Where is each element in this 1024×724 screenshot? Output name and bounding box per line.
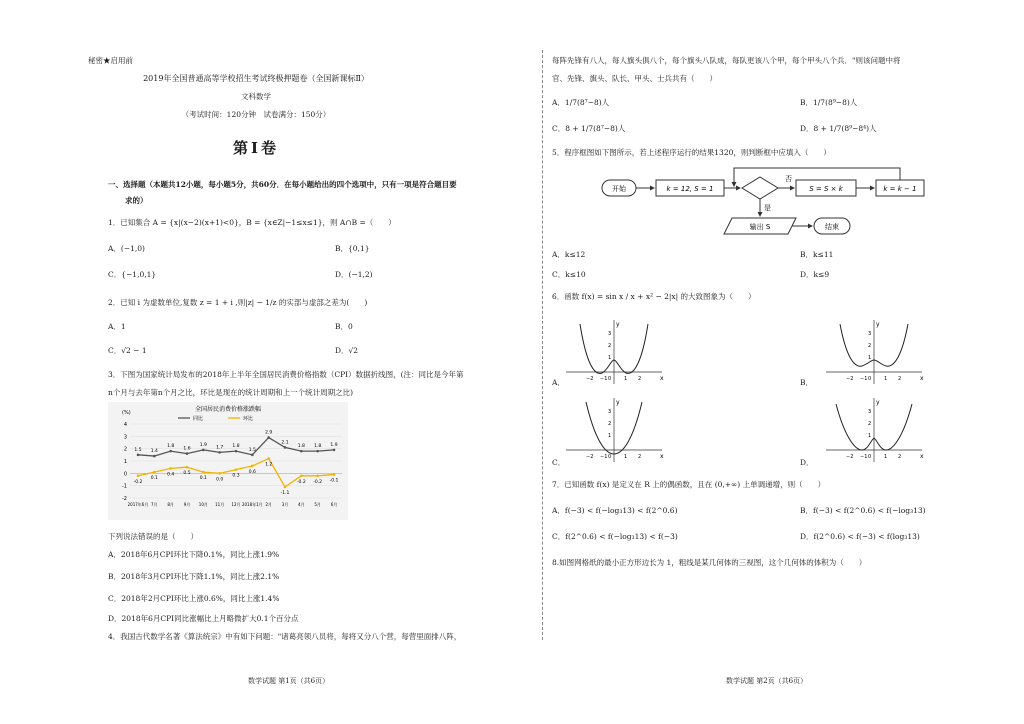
- data-point: [202, 471, 205, 474]
- legend-label: 同比: [193, 416, 204, 422]
- svg-text:0: 0: [608, 454, 612, 460]
- q7-option-b: B．f(−3) < f(2^0.6) < f(−log₃13): [800, 506, 926, 515]
- question-5: 5．程序框图如下图所示，若上述程序运行的结果1320，则判断框中应填入（ ）: [552, 148, 831, 157]
- data-label: 1.8: [297, 444, 305, 450]
- data-label: -0.2: [296, 479, 306, 485]
- right-footer: 数学试题 第2页（共6页）: [726, 677, 808, 685]
- flow-dec-label: k = k − 1: [883, 185, 917, 193]
- data-label: -0.1: [329, 478, 339, 484]
- svg-text:y: y: [876, 321, 880, 328]
- svg-text:3: 3: [868, 409, 872, 415]
- q4-option-a: A．1/7(8⁷−8)人: [552, 98, 610, 107]
- svg-text:x: x: [660, 375, 664, 382]
- svg-text:−1: −1: [600, 454, 608, 460]
- data-label: 2.9: [265, 430, 273, 436]
- svg-text:x: x: [920, 375, 924, 382]
- data-point: [267, 436, 270, 439]
- data-point: [333, 449, 336, 452]
- x-tick-label: 5月: [314, 502, 321, 507]
- section-header-line1: 一、选择题（本题共12小题，每小题5分，共60分．在每小题给出的四个选项中，只有一项是符合题目要: [108, 180, 457, 189]
- x-tick-label: 4月: [298, 502, 305, 507]
- flow-output-label: 输出 S: [749, 223, 771, 231]
- data-label: 0.5: [183, 471, 191, 477]
- y-tick-label: 1: [123, 459, 127, 465]
- q2-option-b: B．0: [335, 322, 353, 331]
- data-label: -0.2: [133, 479, 143, 485]
- svg-text:1: 1: [868, 355, 872, 361]
- question-8: 8.如图网格纸的最小正方形边长为 1，粗线是某几何体的三视图，这个几何体的体积为（ ）: [552, 558, 867, 567]
- exam-subject: 文科数学: [241, 92, 271, 101]
- x-tick-label: 2018年1月: [241, 502, 263, 507]
- q1-option-a: A．(−1,0): [108, 244, 145, 253]
- flow-decision-node: [742, 177, 778, 199]
- flow-yes-label: 是: [764, 204, 771, 212]
- flow-start-label: 开始: [612, 185, 626, 193]
- data-point: [153, 455, 156, 458]
- data-label: 1.9: [199, 442, 207, 448]
- x-tick-label: 3月: [281, 502, 289, 507]
- data-label: -1.1: [280, 490, 290, 496]
- q3-prompt: 下列说法错误的是（ ）: [108, 532, 198, 541]
- svg-text:−1: −1: [860, 376, 868, 382]
- q7-option-a: A．f(−3) < f(−log₃13) < f(2^0.6): [552, 506, 678, 515]
- q5-option-b: B．k≤11: [800, 250, 834, 259]
- data-point: [186, 466, 189, 469]
- svg-text:1: 1: [608, 433, 612, 439]
- svg-text:1: 1: [608, 355, 612, 361]
- data-point: [316, 475, 319, 478]
- data-label: 0.0: [216, 477, 224, 483]
- question-6: 6．函数 f(x) = sin x / x + x² − 2|x| 的大致图象为（ ）: [552, 292, 756, 301]
- svg-text:3: 3: [608, 409, 612, 415]
- section-header-line2: 求的）: [125, 196, 148, 205]
- flow-no-label: 否: [785, 175, 792, 183]
- svg-text:1: 1: [884, 376, 888, 382]
- volume-heading: 第Ⅰ卷: [232, 139, 280, 157]
- right-page: [512, 0, 1024, 724]
- q5-option-d: D．k≤9: [800, 270, 830, 279]
- chart-title: 全国居民消费价格涨跌幅: [194, 406, 262, 413]
- question-4-line1: 4．我国古代数学名著《算法统宗》中有如下问题："诸葛亮领八员将，每将又分八个营，每营里面排八阵，: [108, 632, 462, 641]
- data-label: 1.9: [330, 442, 338, 448]
- x-tick-label: 9月: [183, 502, 191, 507]
- cpi-line-chart: [108, 402, 348, 520]
- q1-option-b: B．{0,1}: [335, 244, 370, 253]
- data-label: 2.1: [281, 440, 289, 446]
- svg-text:1: 1: [624, 454, 628, 460]
- svg-text:−2: −2: [586, 454, 594, 460]
- left-footer: 数学试题 第1页（共6页）: [248, 677, 330, 685]
- x-tick-label: 2017年6月: [127, 502, 149, 507]
- legend-label: 环比: [243, 416, 254, 422]
- data-label: 0.3: [232, 473, 240, 479]
- q6-graph-c: [562, 394, 666, 464]
- q6-graph-a: [562, 316, 666, 386]
- q5-option-a: A．k≤12: [552, 250, 586, 259]
- svg-text:−1: −1: [860, 454, 868, 460]
- data-point: [333, 473, 336, 476]
- svg-text:y: y: [616, 321, 620, 328]
- data-point: [235, 468, 238, 471]
- q4-option-d: D．8 + 1/7(8⁹−8⁴)人: [800, 124, 877, 133]
- data-point: [137, 454, 140, 457]
- q2-option-a: A．1: [108, 322, 126, 331]
- data-label: 1.6: [183, 446, 191, 452]
- svg-text:1: 1: [624, 376, 628, 382]
- flow-init-label: k = 12, S = 1: [666, 185, 714, 193]
- svg-text:2: 2: [868, 421, 872, 427]
- x-tick-label: 7月: [151, 502, 158, 507]
- data-point: [169, 467, 172, 470]
- svg-text:y: y: [876, 399, 880, 406]
- svg-text:2: 2: [868, 343, 872, 349]
- y-tick-label: 0: [123, 471, 127, 478]
- flowchart: [594, 164, 944, 244]
- data-point: [235, 450, 238, 453]
- q6-option-d: D．: [800, 458, 814, 467]
- y-tick-label: 2: [123, 446, 127, 453]
- data-point: [218, 472, 221, 475]
- data-label: 1.7: [216, 445, 224, 451]
- exam-info: （考试时间：120分钟 试卷满分：150分）: [181, 110, 331, 119]
- exam-title: 2019年全国普通高等学校招生考试终极押题卷（全国新课标Ⅱ）: [143, 74, 369, 83]
- svg-text:0: 0: [868, 454, 872, 460]
- x-tick-label: 6月: [330, 502, 338, 507]
- question-3-line1: 3．下图为国家统计局发布的2018年上半年全国居民消费价格指数（CPI）数据折线图，(注：同比是今年第: [108, 370, 464, 379]
- svg-text:2: 2: [898, 454, 902, 460]
- data-point: [300, 475, 303, 478]
- svg-text:−2: −2: [846, 454, 854, 460]
- chart-ylabel: (%): [122, 410, 131, 416]
- q3-option-c: C．2018年2月CPI环比上涨0.6%，同比上涨1.4%: [108, 594, 280, 603]
- data-point: [251, 454, 254, 457]
- svg-text:−2: −2: [586, 376, 594, 382]
- svg-text:x: x: [920, 453, 924, 460]
- data-point: [202, 449, 205, 452]
- question-3-line2: n个月与去年第n个月之比，环比是现在的统计周期和上一个统计周期之比): [108, 388, 354, 397]
- flow-end-label: 结束: [825, 223, 839, 231]
- data-point: [284, 486, 287, 489]
- q1-option-d: D．(−1,2): [335, 270, 373, 279]
- data-label: 0.1: [150, 476, 158, 482]
- y-tick-label: -2: [122, 496, 127, 502]
- question-4-line2: 每阵先锋有八人，每人旗头俱八个，每个旗头八队成，每队更该八个甲，每个甲头八个兵．"则该问题中将: [552, 56, 901, 65]
- data-label: -0.2: [313, 479, 323, 485]
- data-label: 1.5: [134, 447, 142, 453]
- data-label: 1.2: [265, 462, 273, 468]
- svg-text:−2: −2: [846, 376, 854, 382]
- q2-option-c: C．√2 − 1: [108, 346, 147, 355]
- x-tick-label: 8月: [167, 502, 174, 507]
- data-label: 0.6: [248, 469, 256, 475]
- data-point: [251, 465, 254, 468]
- data-point: [300, 450, 303, 453]
- q3-option-b: B．2018年3月CPI环比下降1.1%，同比上涨2.1%: [108, 572, 280, 581]
- y-tick-label: -1: [122, 483, 127, 490]
- svg-text:2: 2: [898, 376, 902, 382]
- q7-option-c: C．f(2^0.6) < f(−log₃13) < f(−3): [552, 532, 678, 541]
- question-7: 7．已知函数 f(x) 是定义在 R 上的偶函数，且在 (0,+∞) 上单调递增，则（ ）: [552, 480, 826, 489]
- data-point: [284, 446, 287, 449]
- q7-option-d: D．f(2^0.6) < f(−3) < f(log₃13): [800, 532, 920, 541]
- x-tick-label: 2月: [265, 502, 272, 507]
- data-point: [218, 451, 221, 454]
- flow-mult-label: S = S × k: [809, 185, 843, 193]
- q4-option-b: B．1/7(8⁹−8)人: [800, 98, 858, 107]
- svg-text:2: 2: [638, 376, 642, 382]
- q6-graph-b: [822, 316, 926, 386]
- data-point: [316, 450, 319, 453]
- data-point: [186, 452, 189, 455]
- y-tick-label: 3: [123, 434, 127, 441]
- data-label: 1.8: [314, 444, 322, 450]
- data-label: 0.4: [167, 472, 175, 478]
- svg-text:y: y: [616, 399, 620, 406]
- question-4-line3: 官、先锋、旗头、队长、甲头、士兵共有（ ）: [552, 74, 717, 83]
- q6-option-a: A．: [552, 378, 565, 387]
- svg-text:2: 2: [638, 454, 642, 460]
- svg-text:2: 2: [608, 343, 612, 349]
- q6-graph-d: [822, 394, 926, 464]
- svg-text:0: 0: [608, 376, 612, 382]
- secret-label: 秘密★启用前: [88, 56, 133, 65]
- svg-text:1: 1: [868, 433, 872, 439]
- data-point: [153, 471, 156, 474]
- q3-option-a: A．2018年6月CPI环比下降0.1%，同比上涨1.9%: [108, 550, 280, 559]
- q6-option-c: C．: [552, 458, 566, 467]
- svg-text:2: 2: [608, 421, 612, 427]
- svg-text:0: 0: [868, 376, 872, 382]
- question-1: 1．已知集合 A = {x|(x−2)(x+1)<0}，B = {x∈Z|−1≤x≤1}，则 A∩B =（ ）: [108, 218, 396, 227]
- q6-option-b: B．: [800, 378, 814, 387]
- q4-option-c: C．8 + 1/7(8⁷−8)人: [552, 124, 626, 133]
- svg-text:x: x: [660, 453, 664, 460]
- svg-text:3: 3: [608, 331, 612, 337]
- q3-option-d: D．2018年6月CPI同比涨幅比上月略微扩大0.1个百分点: [108, 614, 299, 623]
- svg-text:3: 3: [868, 331, 872, 337]
- x-tick-label: 11月: [215, 502, 225, 507]
- data-label: 0.1: [199, 476, 207, 482]
- data-label: 1.4: [150, 449, 158, 455]
- y-tick-label: 4: [123, 422, 127, 428]
- q5-option-c: C．k≤10: [552, 270, 586, 279]
- data-label: 1.8: [167, 444, 175, 450]
- question-2: 2．已知 i 为虚数单位,复数 z = 1 + i ,则|z| − 1/z 的实部与虚部之差为( ): [108, 298, 368, 307]
- x-tick-label: 10月: [198, 502, 208, 507]
- svg-text:−1: −1: [600, 376, 608, 382]
- q2-option-d: D．√2: [335, 346, 359, 355]
- q1-option-c: C．{−1,0,1}: [108, 270, 157, 279]
- svg-text:1: 1: [884, 454, 888, 460]
- data-label: 1.5: [248, 447, 256, 453]
- data-point: [267, 457, 270, 460]
- x-tick-label: 12月: [231, 502, 241, 507]
- data-point: [169, 450, 172, 453]
- data-label: 1.8: [232, 444, 240, 450]
- data-point: [137, 475, 140, 478]
